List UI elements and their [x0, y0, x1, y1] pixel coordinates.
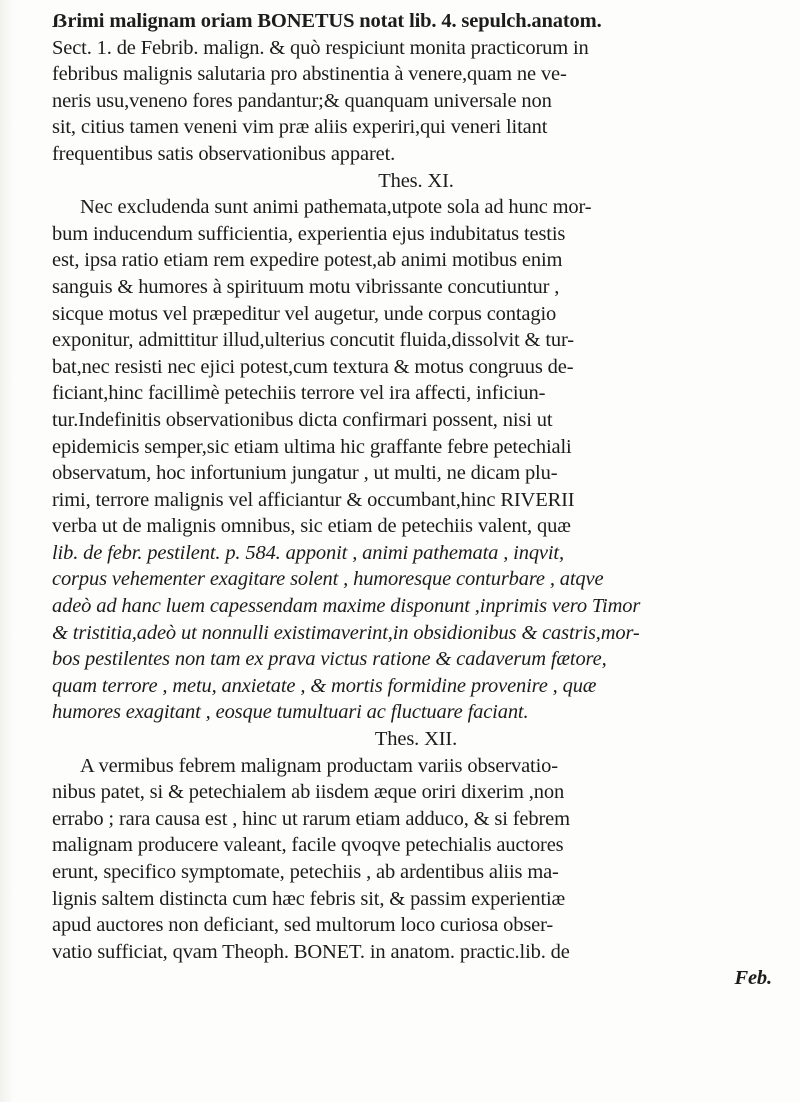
text-line: epidemicis semper,sic etiam ultima hic graffante febre petechiali: [52, 435, 572, 458]
text-line: verba ut de malignis omnibus, sic etiam de petechiis valent, quæ: [52, 515, 571, 538]
quotation-line: bos pestilentes non tam ex prava victus ratione & cadaverum fætore,: [52, 648, 607, 671]
text-line: malignam producere valeant, facile qvoqve petechialis auctores: [52, 834, 564, 857]
running-head-line: ẞrimi malignam oriam BONETUS notat lib. 4. sepulch.anatom.: [52, 10, 602, 32]
text-line: sicque motus vel præpeditur vel augetur, unde corpus contagio: [52, 302, 557, 325]
text-line: est, ipsa ratio etiam rem expedire potest,ab animi motibus enim: [52, 249, 563, 272]
text-line: ficiant,hinc facillimè petechiis terrore vel ira affecti, inficiun-: [52, 382, 546, 405]
text-line: observatum, hoc infortunium jungatur , ut multi, ne dicam plu-: [52, 462, 558, 485]
quotation-line: humores exagitant , eosque tumultuari ac fluctuare faciant.: [52, 701, 529, 724]
text-line: sanguis & humores à spirituum motu vibrissante concutiuntur ,: [52, 275, 560, 298]
text-line: febribus malignis salutaria pro abstinentia à venere,quam ne ve-: [52, 63, 567, 86]
quotation-line: & tristitia,adeò ut nonnulli existimaverint,in obsidionibus & castris,mor-: [52, 621, 640, 644]
text-line: erunt, specifico symptomate, petechiis , ab ardentibus aliis ma-: [52, 861, 559, 883]
text-line: bat,nec resisti nec ejici potest,cum textura & motus congruus de-: [52, 355, 574, 378]
text-line: A vermibus febrem malignam productam variis observatio-: [80, 754, 558, 777]
text-line: bum inducendum sufficientia, experientia ejus indubitatus testis: [52, 222, 566, 245]
quotation-line: corpus vehementer exagitare solent , humoresque conturbare , atqve: [52, 568, 604, 591]
quotation-line: adeò ad hanc luem capessendam maxime disponunt ,inprimis vero Timor: [52, 595, 641, 618]
text-line: neris usu,veneno fores pandantur;& quanquam universale non: [52, 89, 552, 112]
text-line: sit, citius tamen veneni vim præ aliis experiri,qui veneri litant: [52, 116, 548, 139]
thesis-heading-xii: Thes. XII.: [374, 728, 458, 751]
text-line: errabo ; rara causa est , hinc ut rarum etiam adduco, & si febrem: [52, 807, 570, 830]
text-line: frequentibus satis observationibus apparet.: [52, 142, 396, 165]
thesis-heading-xi: Thes. XI.: [378, 169, 454, 192]
quotation-line: quam terrore , metu, anxietate , & mortis formidine provenire , quæ: [52, 674, 597, 697]
text-line: Sect. 1. de Febrib. malign. & quò respiciunt monita practicorum in: [52, 36, 589, 59]
citation-line: lib. de febr. pestilent. p. 584. apponit , animi pathemata , inqvit,: [52, 541, 564, 564]
text-line: Nec excludenda sunt animi pathemata,utpote sola ad hunc mor-: [80, 196, 592, 219]
text-line: rimi, terrore malignis vel afficiantur & occumbant,hinc RIVERII: [52, 488, 575, 511]
text-line: apud auctores non deficiant, sed multorum loco curiosa obser-: [52, 914, 554, 937]
text-line: lignis saltem distincta cum hæc febris sit, & passim experientiæ: [52, 887, 566, 910]
text-line: exponitur, admittitur illud,ulterius concutit fluida,dissolvit & tur-: [52, 329, 574, 352]
page-gutter-shadow: [0, 0, 14, 1102]
text-line: tur.Indefinitis observationibus dicta confirmari possent, nisi ut: [52, 408, 553, 431]
catchword: Feb.: [734, 967, 772, 990]
text-line: nibus patet, si & petechialem ab iisdem æque oriri dixerim ,non: [52, 781, 565, 804]
latin-text-body: [52, 8, 780, 992]
text-line: vatio sufficiat, qvam Theoph. BONET. in anatom. practic.lib. de: [52, 940, 570, 963]
